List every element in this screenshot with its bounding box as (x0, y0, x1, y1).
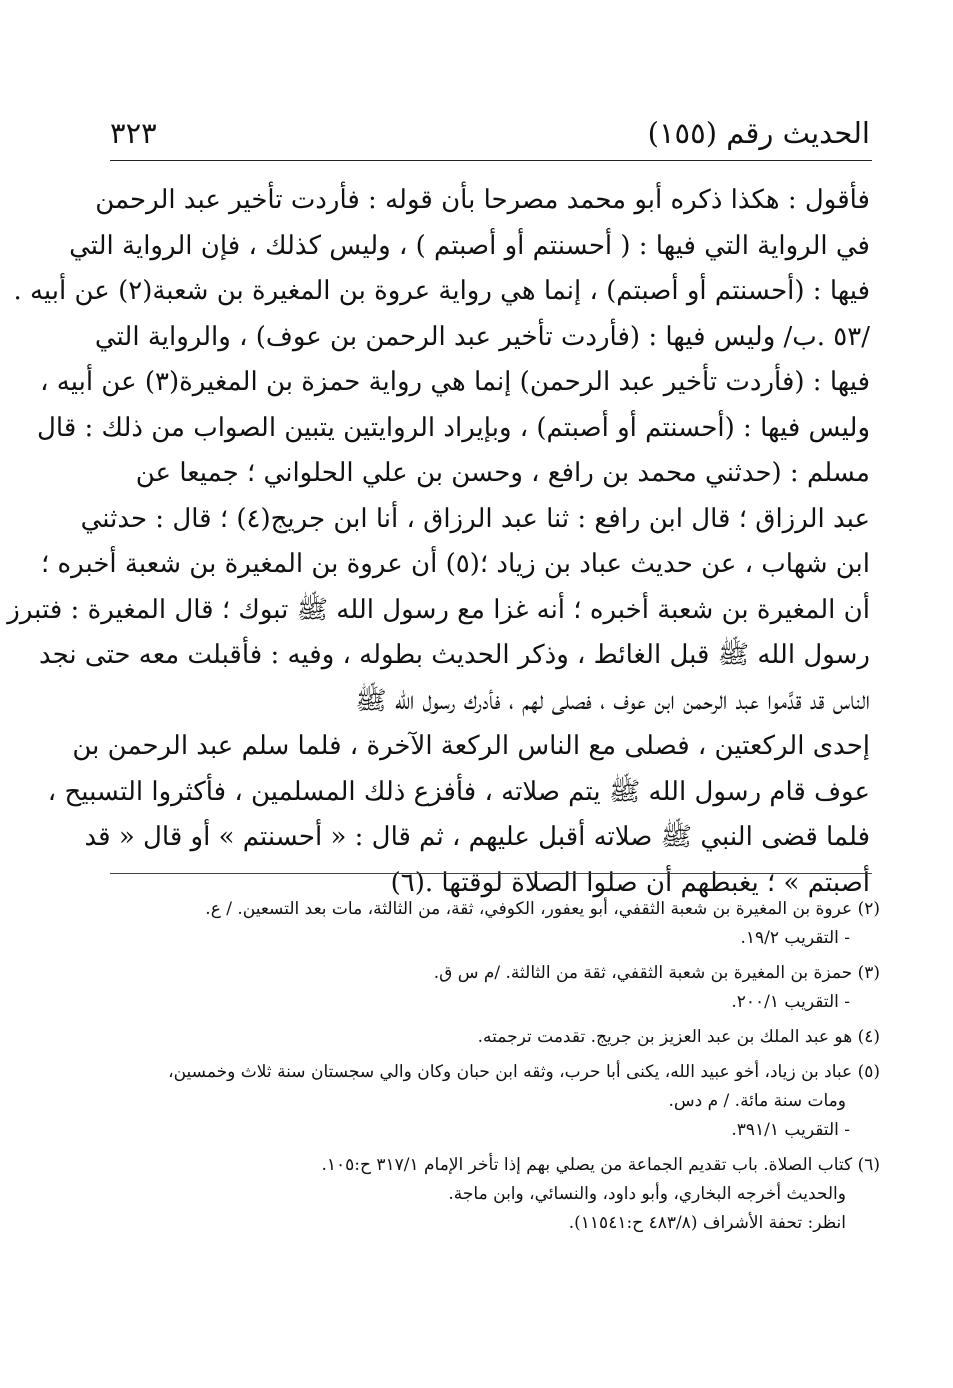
text-line: /٥٣ .ب/ وليس فيها : (فأردت تأخير عبد الرحمن بن عوف) ، والرواية التي (94, 321, 870, 352)
footnote-text-continued: ومات سنة مائة. / م دس. (668, 1091, 846, 1111)
footnote-text: (٤) هو عبد الملك بن عبد العزيز بن جريج. تقدمت ترجمته. (477, 1027, 880, 1047)
text-line: أصبتم » ؛ يغبطهم أن صلوا الصلاة لوقتها .(٦) (390, 867, 870, 898)
footnote-reference: - التقريب ١٩/٢. (740, 928, 850, 948)
text-line: رسول الله ﷺ قبل الغائط ، وذكر الحديث بطوله ، وفيه : فأقبلت معه حتى نجد (38, 640, 870, 670)
text-line: إحدى الركعتين ، فصلى مع الناس الركعة الآخرة ، فلما سلم عبد الرحمن بن (72, 731, 870, 761)
footnote-separator (110, 873, 872, 874)
text-line: في الرواية التي فيها : ( أحسنتم أو أصبتم ) ، وليس كذلك ، فإن الرواية التي (69, 230, 870, 261)
footnote-5 (80, 1058, 880, 1145)
footnotes (80, 895, 880, 1244)
footnote-2 (80, 895, 880, 953)
text-line: مسلم : (حدثني محمد بن رافع ، وحسن بن علي الحلواني ؛ جميعا عن (135, 458, 870, 488)
footnote-6 (80, 1151, 880, 1238)
footnote-text-continued: انظر: تحفة الأشراف (٤٨٣/٨ ح:١١٥٤١). (568, 1213, 846, 1233)
footnote-text: (٢) عروة بن المغيرة بن شعبة الثقفي، أبو يعفور، الكوفي، ثقة، من الثالثة، مات بعد التسعين. / ع. (205, 899, 880, 919)
text-line: فلما قضى النبي ﷺ صلاته أقبل عليهم ، ثم قال : « أحسنتم » أو قال « قد (84, 822, 870, 852)
text-line: أن المغيرة بن شعبة أخبره ؛ أنه غزا مع رسول الله ﷺ تبوك ؛ قال المغيرة : فتبرز (7, 594, 870, 625)
footnote-text: (٥) عباد بن زياد، أخو عبيد الله، يكنى أبا حرب، وثقه ابن حبان وكان والي سجستان سنة ثلاث وخمسين، (168, 1062, 880, 1082)
footnote-reference: - التقريب ٢٠٠/١. (731, 992, 850, 1012)
footnote-reference: - التقريب ٣٩١/١. (731, 1120, 850, 1140)
footnote-3 (80, 959, 880, 1017)
text-line: ابن شهاب ، عن حديث عباد بن زياد ؛(٥) أن عروة بن المغيرة بن شعبة أخبره ؛ (41, 549, 870, 579)
footnote-text: (٦) كتاب الصلاة. باب تقديم الجماعة من يصلي بهم إذا تأخر الإمام ٣١٧/١ ح:١٠٥. (321, 1155, 880, 1175)
header-rule (110, 160, 872, 161)
footnote-4 (80, 1023, 880, 1052)
text-line: عوف قام رسول الله ﷺ يتم صلاته ، فأفزع ذلك المسلمين ، فأكثروا التسبيح ، (47, 776, 870, 807)
text-line: فأقول : هكذا ذكره أبو محمد مصرحا بأن قوله : فأردت تأخير عبد الرحمن (95, 185, 870, 215)
page-header (110, 108, 870, 158)
text-line: وليس فيها : (أحسنتم أو أصبتم) ، وبإيراد الروايتين يتبين الصواب من ذلك : قال (37, 412, 870, 443)
main-text (7, 178, 870, 906)
footnote-text-continued: والحديث أخرجه البخاري، وأبو داود، والنسائي، وابن ماجة. (448, 1184, 846, 1204)
page-number: ٣٢٣ (110, 116, 157, 150)
text-line: عبد الرزاق ؛ قال ابن رافع : ثنا عبد الرزاق ، أنا ابن جريج(٤) ؛ قال : حدثني (80, 503, 870, 534)
text-line: فيها : (فأردت تأخير عبد الرحمن) إنما هي رواية حمزة بن المغيرة(٣) عن أبيه ، (40, 367, 870, 397)
footnote-text: (٣) حمزة بن المغيرة بن شعبة الثقفي، ثقة من الثالثة. /م س ق. (433, 963, 880, 983)
running-title: الحديث رقم (١٥٥) (647, 116, 870, 150)
text-line: فيها : (أحسنتم أو أصبتم) ، إنما هي رواية عروة بن المغيرة بن شعبة(٢) عن أبيه . (13, 276, 870, 306)
text-line: الناس قد قدَّموا عبد الرحمن ابن عوف ، فصلى لهم ، فأدرك رسول الله ﷺ (355, 685, 870, 716)
